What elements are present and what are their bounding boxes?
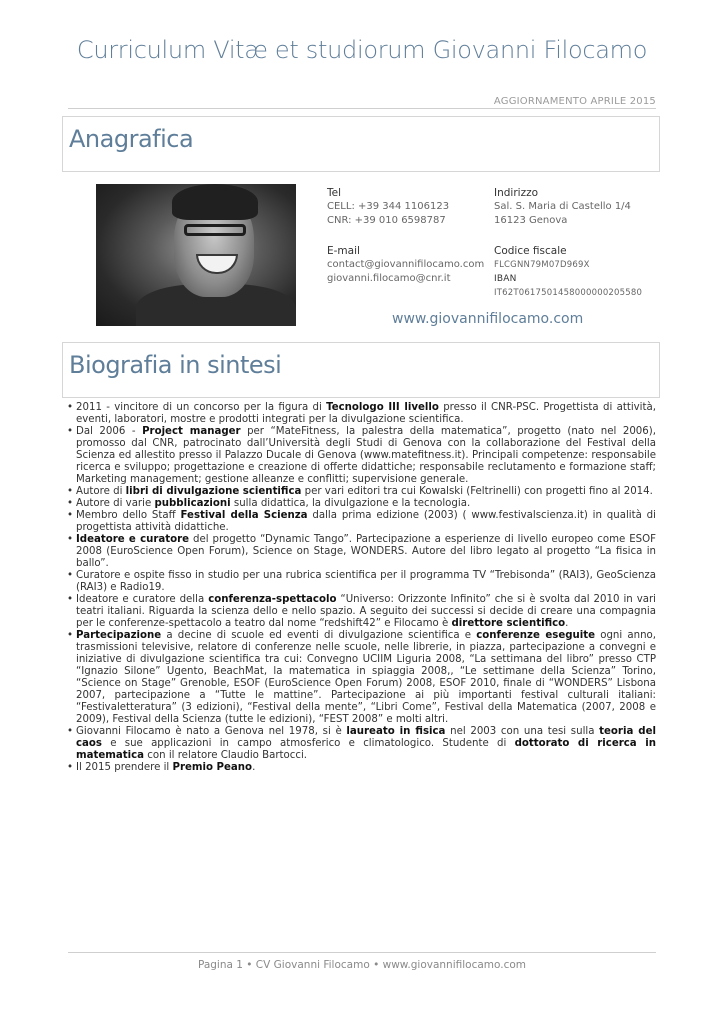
photo-hair (172, 184, 258, 220)
text: 2011 - vincitore di un concorso per la figura di (76, 402, 327, 413)
text: presso il CNR-PSC. Progettista di attività, eventi, laboratori, mostre e prodotti integrati per la divulgazione scientifica. (76, 402, 656, 425)
bold-text: Tecnologo III livello (326, 402, 439, 413)
bold-text: Festival della Scienza (180, 510, 308, 521)
text: Dal 2006 - (76, 426, 143, 437)
text: . (252, 762, 256, 773)
text: Ideatore e curatore della (76, 594, 209, 605)
text: ogni anno, trasmissioni televisive, relatore di conferenze nelle scuole, nelle librerie, in piazza, partecipazione a convegni e iniziative di divulgazione scientifica tra cui: Convegno UCIIM Liguria 2008, “La settimana del libro” presso CTP “Ignazio Silone” Ugento, BeachMat, la matematica in spiaggia 2008,, “Le settimane della Scienza” Torino, “Science on Stage” Grenoble, ESOF (EuroScience Open Forum) 2008, ESOF 2010, finale di “WONDERS” Lisbona 2007, partecipazione a “Tutte le mattine”. Partecipazione ai più importanti festival culturali italiani: “Festivaletteratura” (3 edizioni), “Festival della mente”, “Libri Come”, Festival della Matematica (2007, 2008 e 2009), Festival della Scienza (tutte le edizioni), “FEST 2008” e molti altri. (76, 630, 657, 725)
contact-phone-email (327, 186, 487, 286)
bold-text: dottorato di ricerca in matematica (76, 738, 657, 761)
title-divider (68, 108, 656, 109)
list-item (64, 726, 656, 762)
text: Curatore e ospite fisso in studio per una rubrica scientifica per il programma TV “Trebisonda” (RAI3), GeoScienza (RAI3) e Radio19. (76, 570, 656, 593)
iban-number: IT62T0617501458000000205580 (494, 288, 643, 298)
bold-text: Partecipazione (76, 630, 162, 641)
iban-label: IBAN (494, 274, 517, 284)
text: sulla didattica, la divulgazione e la tecnologia. (230, 498, 471, 509)
list-item (64, 630, 656, 726)
list-item (64, 594, 656, 630)
bold-text: libri di divulgazione scientifica (125, 486, 302, 497)
biography-list (64, 402, 656, 774)
fiscal-code: FLCGNN79M07D969X (494, 260, 590, 270)
text: “Universo: Orizzonte Infinito” che si è svolta dal 2010 in vari teatri italiani. Riguarda la scienza dello e nello spazio. A seguito dei successi si decide di creare una compagnia per le conferenze-spettacolo a teatro dal nome “redshift42” e Filocamo è (76, 594, 657, 629)
footer-divider (68, 952, 656, 953)
list-item (64, 534, 656, 570)
list-item (64, 762, 656, 774)
text: del progetto “Dynamic Tango”. Partecipazione a esperienze di livello europeo come ESOF 2008 (EuroScience Open Forum), Science on Stage, WONDERS. Autore del libro legato al progetto “La fisica in ballo”. (76, 534, 656, 569)
section-biografia (62, 342, 660, 398)
contact-address-fiscal (494, 186, 664, 300)
text: Giovanni Filocamo è nato a Genova nel 1978, si è (76, 726, 347, 737)
bold-text: conferenze eseguite (476, 630, 596, 641)
address-label: Indirizzo (494, 187, 539, 199)
cell-number: CELL: +39 344 1106123 (327, 201, 450, 212)
photo-glasses (184, 224, 246, 236)
bold-text: Ideatore e curatore (76, 534, 190, 545)
bold-text: Premio Peano (172, 762, 253, 773)
bold-text: conferenza-spettacolo (208, 594, 337, 605)
text: Autore di varie (76, 498, 155, 509)
text: a decine di scuole ed eventi di divulgazione scientifica e (161, 630, 477, 641)
bold-text: laureato in fisica (346, 726, 446, 737)
email-secondary[interactable]: giovanni.filocamo@cnr.it (327, 273, 451, 284)
email-primary[interactable]: contact@giovannifilocamo.com (327, 259, 485, 270)
tel-label: Tel (327, 187, 342, 199)
text: Autore di (76, 486, 126, 497)
list-item (64, 486, 656, 498)
update-date: AGGIORNAMENTO APRILE 2015 (493, 96, 656, 107)
page-footer: Pagina 1 • CV Giovanni Filocamo • www.giovannifilocamo.com (197, 959, 527, 971)
cnr-number: CNR: +39 010 6598787 (327, 215, 446, 226)
bold-text: Project manager (142, 426, 241, 437)
list-item (64, 570, 656, 594)
text: dalla prima edizione (2003) ( www.festivalscienza.it) in qualità di progettista attività didattiche. (76, 510, 656, 533)
bold-text: teoria del caos (76, 726, 657, 749)
text: nel 2003 con una tesi sulla (445, 726, 600, 737)
list-item (64, 510, 656, 534)
email-label: E-mail (327, 245, 360, 257)
fiscal-code-label: Codice fiscale (494, 245, 567, 257)
section-heading-biografia: Biografia in sintesi (69, 351, 282, 379)
text: per “MateFitness, la palestra della matematica”, progetto (nato nel 2006), promosso dal CNR, patrocinato dall’Università degli Studi di Genova con la collaborazione del Festival della Scienza ed allestito presso il Palazzo Ducale di Genova (www.matefitness.it). Principali competenze: responsabile ricerca e sviluppo; progettazione e creazione di offerte didattiche; responsabile reclutamento e formazione staff; Marketing management; gestione alleanze e conflitti; supervisione generale. (76, 426, 656, 485)
text: con il relatore Claudio Bartocci. (144, 750, 308, 761)
profile-photo (96, 184, 296, 326)
text: Membro dello Staff (76, 510, 181, 521)
list-item (64, 426, 656, 486)
address-city: 16123 Genova (494, 215, 568, 226)
bold-text: direttore scientifico (451, 618, 566, 629)
website-link[interactable]: www.giovannifilocamo.com (392, 311, 584, 327)
section-anagrafica (62, 116, 660, 172)
list-item (64, 402, 656, 426)
page-title: Curriculum Vitæ et studiorum Giovanni Filocamo (76, 36, 648, 64)
text: . (565, 618, 569, 629)
text: e sue applicazioni in campo atmosferico e climatologico. Studente di (101, 738, 515, 749)
list-item (64, 498, 656, 510)
address-street: Sal. S. Maria di Castello 1/4 (494, 201, 631, 212)
bold-text: pubblicazioni (154, 498, 231, 509)
text: Il 2015 prendere il (76, 762, 173, 773)
section-heading-anagrafica: Anagrafica (69, 125, 194, 153)
text: per vari editori tra cui Kowalski (Feltrinelli) con progetti fino al 2014. (301, 486, 653, 497)
